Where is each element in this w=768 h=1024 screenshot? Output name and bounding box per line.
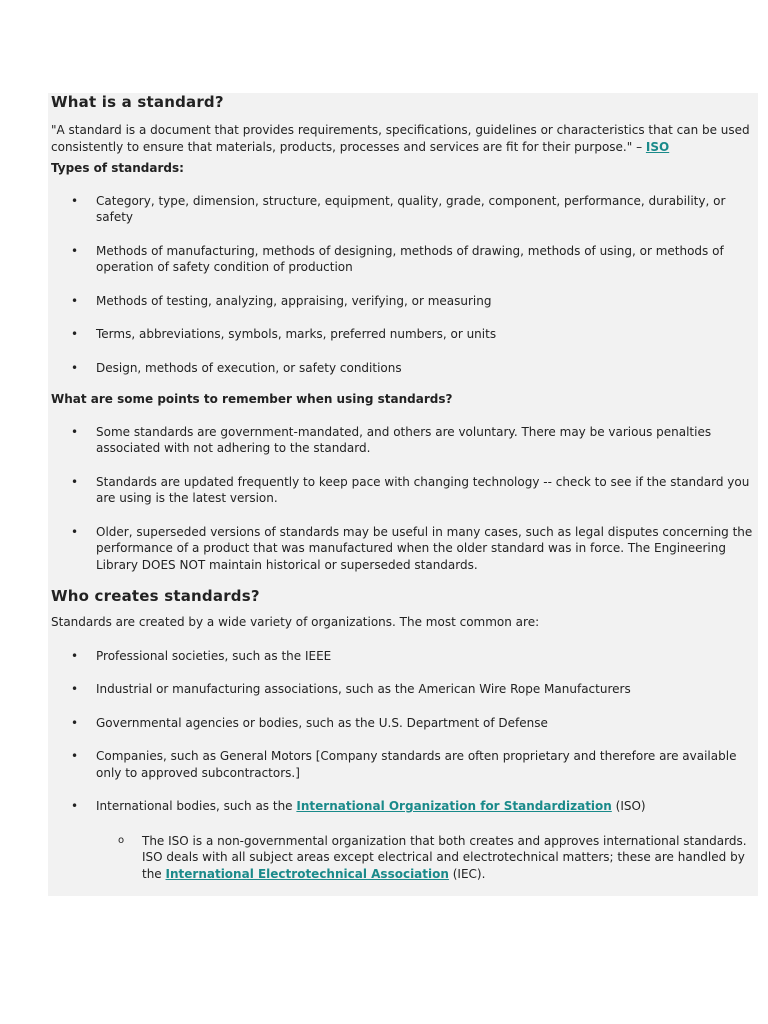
list-item: • Industrial or manufacturing associations, such as the American Wire Rope Manufacturers	[51, 681, 758, 698]
points-list	[51, 424, 758, 574]
creators-list	[51, 648, 758, 815]
list-item: • Governmental agencies or bodies, such as the U.S. Department of Defense	[51, 715, 758, 732]
iso-sublist	[51, 833, 758, 883]
list-item-iso-detail: o The ISO is a non-governmental organization that both creates and approves international standards. ISO deals with all subject areas except electrical and electrotechnical matters; these are handled by the International Electrotechnical Association (IEC).	[51, 833, 758, 883]
list-item: • Some standards are government-mandated, and others are voluntary. There may be various penalties associated with not adhering to the standard.	[51, 424, 758, 457]
creators-intro: Standards are created by a wide variety of organizations. The most common are:	[51, 615, 540, 629]
iso-definition-quote: "A standard is a document that provides requirements, specifications, guidelines or characteristics that can be used consistently to ensure that materials, products, processes and services are fit for their purpose." – ISO	[51, 123, 750, 154]
iec-link[interactable]: International Electrotechnical Association	[165, 866, 449, 881]
list-item: • Category, type, dimension, structure, equipment, quality, grade, component, performance, durability, or safety	[51, 193, 758, 226]
list-item: • Methods of testing, analyzing, appraising, verifying, or measuring	[51, 293, 758, 310]
iso-org-link[interactable]: International Organization for Standardization	[296, 799, 612, 813]
iso-link[interactable]: ISO	[645, 139, 670, 154]
list-item: • Design, methods of execution, or safety conditions	[51, 360, 758, 377]
document-content	[48, 93, 758, 896]
list-item: • Older, superseded versions of standards may be useful in many cases, such as legal disputes concerning the performance of a product that was manufactured when the older standard was in force. The Engineering Library DOES NOT maintain historical or superseded standards.	[51, 524, 758, 574]
list-item: • Standards are updated frequently to keep pace with changing technology -- check to see if the standard you are using is the latest version.	[51, 474, 758, 507]
types-heading: Types of standards:	[51, 161, 184, 175]
list-item: • Methods of manufacturing, methods of designing, methods of drawing, methods of using, or methods of operation of safety condition of production	[51, 243, 758, 276]
points-heading: What are some points to remember when using standards?	[51, 392, 453, 406]
list-item: • Terms, abbreviations, symbols, marks, preferred numbers, or units	[51, 326, 758, 343]
types-list	[51, 193, 758, 377]
heading-what-is-standard: What is a standard?	[51, 93, 224, 111]
list-item: • Companies, such as General Motors [Company standards are often proprietary and therefore are available only to approved subcontractors.]	[51, 748, 758, 781]
heading-who-creates: Who creates standards?	[51, 587, 260, 605]
list-item: • Professional societies, such as the IEEE	[51, 648, 758, 665]
list-item-international: • International bodies, such as the International Organization for Standardization (ISO)	[51, 798, 758, 815]
